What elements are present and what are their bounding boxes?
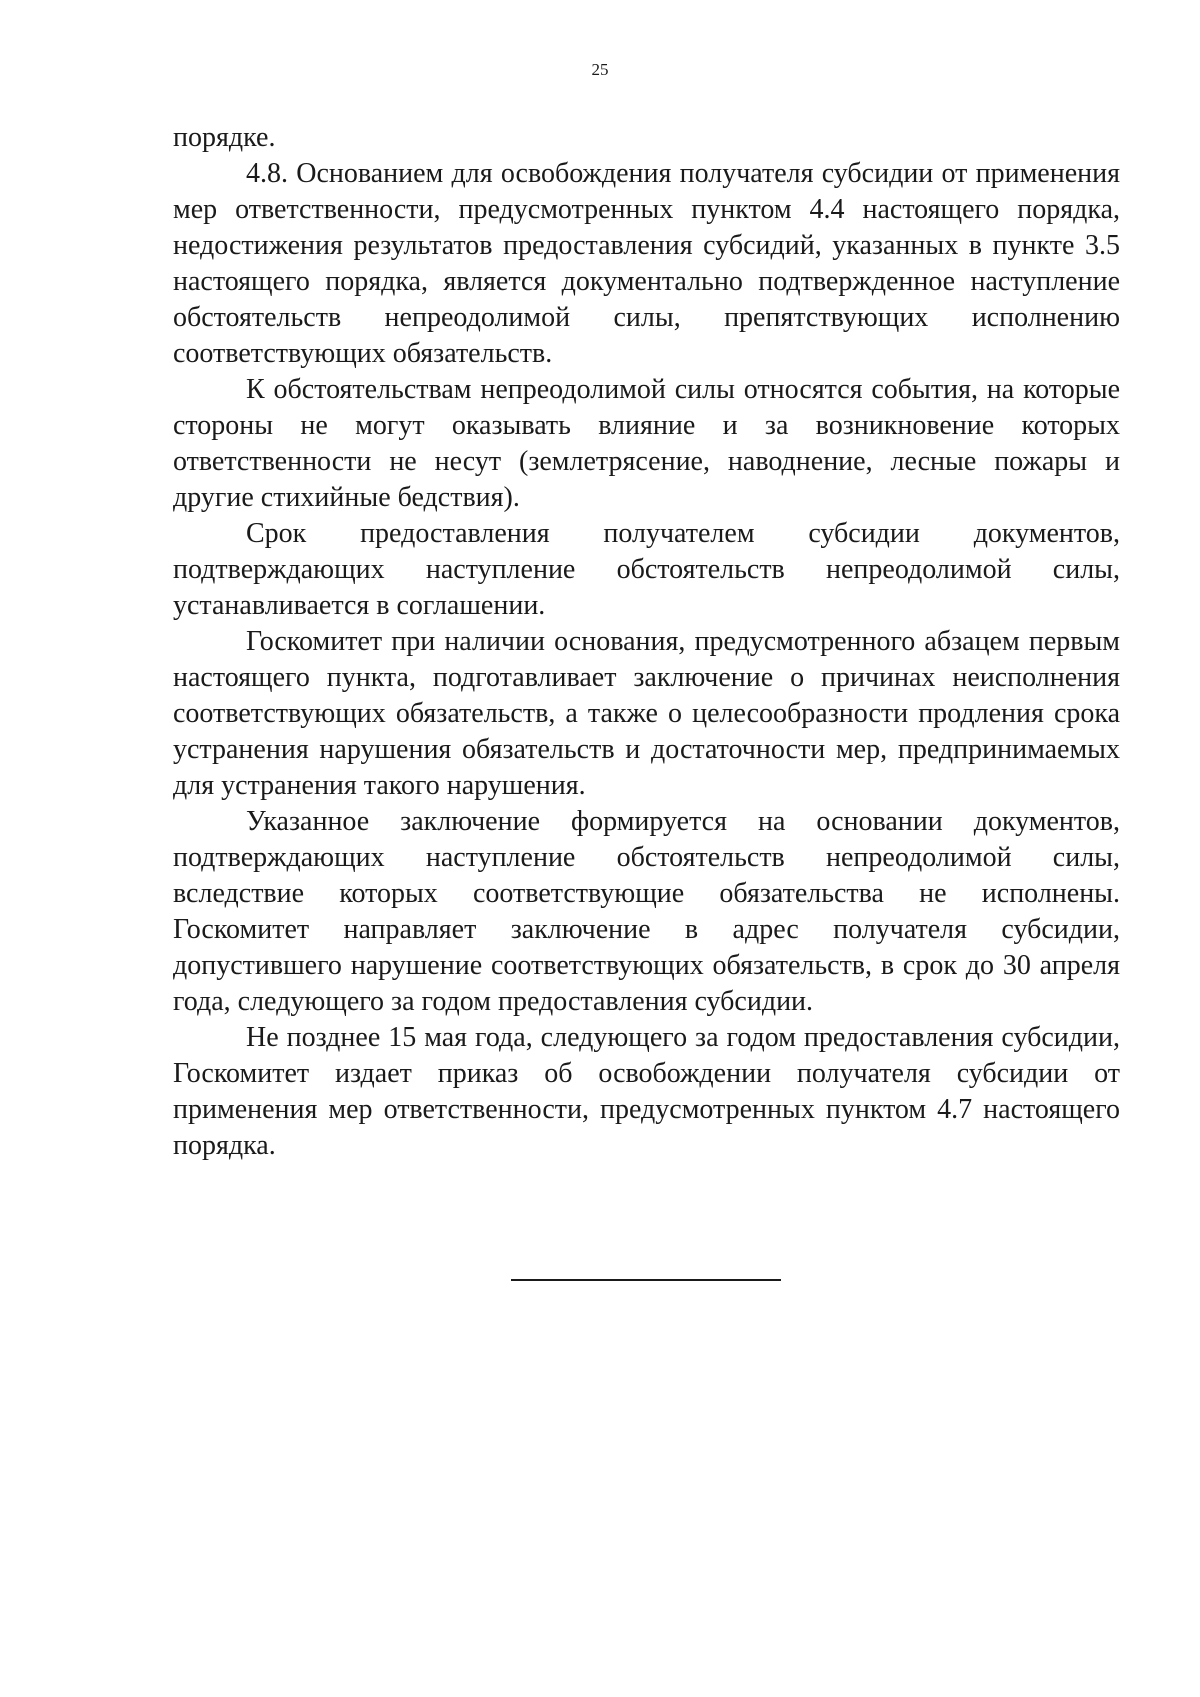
paragraph-force-majeure-definition: К обстоятельствам непреодолимой силы относятся события, на которые стороны не могут оказывать влияние и за возникновение которых ответственности не несут (землетрясение, наводнение, лесные пожары и другие стихийные бедствия). <box>173 374 1120 513</box>
paragraph-clause-4-8: 4.8. Основанием для освобождения получателя субсидии от применения мер ответственности, предусмотренных пунктом 4.4 настоящего порядка, недостижения результатов предоставления субсидий, указанных в пункте 3.5 настоящего порядка, является документально подтвержденное наступление обстоятельств непреодолимой силы, препятствующих исполнению соответствующих обязательств. <box>173 158 1120 369</box>
document-body <box>173 120 1120 1164</box>
paragraph-continuation: порядке. <box>173 122 276 153</box>
paragraph-document-deadline: Срок предоставления получателем субсидии документов, подтверждающих наступление обстоятельств непреодолимой силы, устанавливается в соглашении. <box>173 518 1120 621</box>
paragraph-conclusion-formation: Указанное заключение формируется на основании документов, подтверждающих наступление обстоятельств непреодолимой силы, вследствие которых соответствующие обязательства не исполнены. Госкомитет направляет заключение в адрес получателя субсидии, допустившего нарушение соответствующих обязательств, в срок до 30 апреля года, следующего за годом предоставления субсидии. <box>173 806 1120 1017</box>
end-divider-line <box>511 1279 781 1281</box>
paragraph-release-order: Не позднее 15 мая года, следующего за годом предоставления субсидии, Госкомитет издает приказ об освобождении получателя субсидии от применения мер ответственности, предусмотренных пунктом 4.7 настоящего порядка. <box>173 1022 1120 1161</box>
paragraph-committee-conclusion: Госкомитет при наличии основания, предусмотренного абзацем первым настоящего пункта, подготавливает заключение о причинах неисполнения соответствующих обязательств, а также о целесообразности продления срока устранения нарушения обязательств и достаточности мер, предпринимаемых для устранения такого нарушения. <box>173 626 1120 801</box>
page-number: 25 <box>591 60 609 79</box>
